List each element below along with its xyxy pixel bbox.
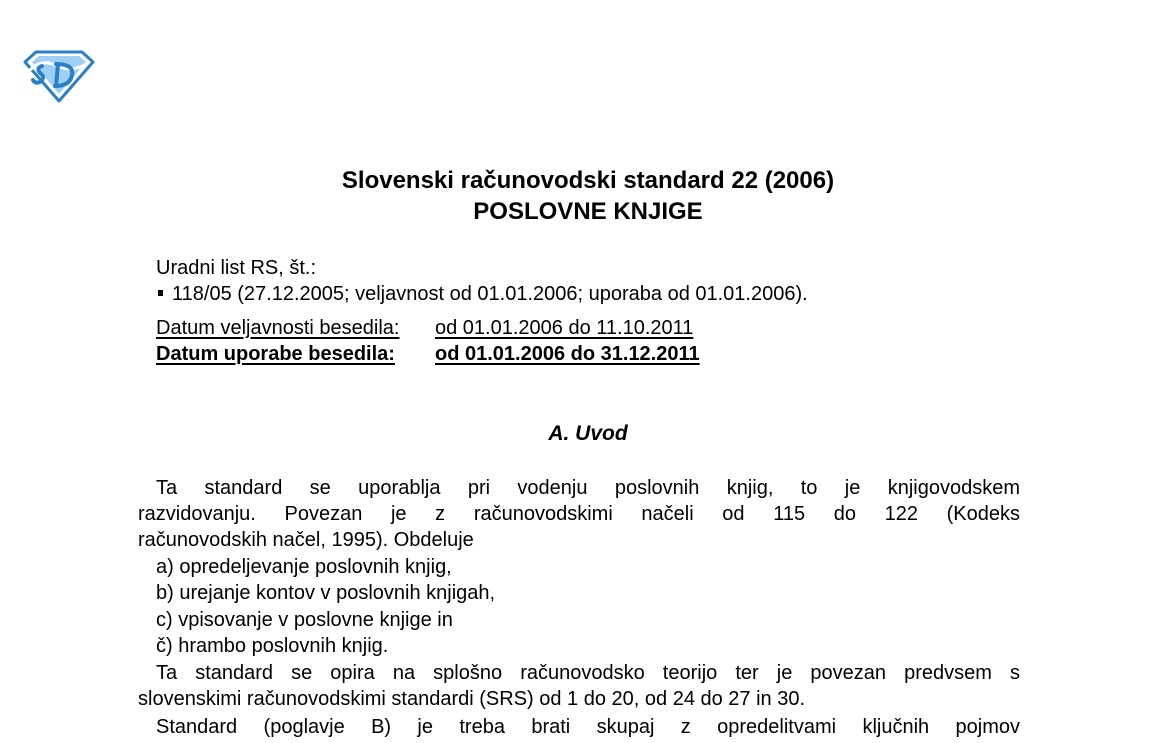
validity-label: Datum veljavnosti besedila: [156,317,400,339]
validity-value: od 01.01.2006 do 11.10.2011 [435,317,694,339]
paragraph2-line: slovenskimi računovodskimi standardi (SRS) od 1 do 20, od 24 do 27 in 30. [138,688,806,710]
paragraph3-line: Standard (poglavje B) je treba brati skupaj z opredelitvami ključnih pojmov [156,716,1020,738]
paragraph1-line: računovodskih načel, 1995). Obdeluje [138,529,474,551]
document-subtitle: POSLOVNE KNJIGE [473,198,703,225]
sd-logo [22,48,96,104]
gazette-entry [156,281,808,307]
paragraph1-line: Ta standard se uporablja pri vodenju poslovnih knjig, to je knjigovodskem [156,477,1020,499]
paragraph1-line: razvidovanju. Povezan je z računovodskimi načeli od 115 do 122 (Kodeks [138,503,1020,525]
usage-value: od 01.01.2006 do 31.12.2011 [435,343,700,365]
gazette-label: Uradni list RS, št.: [156,257,317,279]
gazette-entry-text: 118/05 (27.12.2005; veljavnost od 01.01.2006; uporaba od 01.01.2006). [172,283,808,305]
bullet-icon [158,290,163,296]
paragraph2-line: Ta standard se opira na splošno računovodsko teorijo ter je povezan predvsem s [156,662,1020,684]
list-item: a) opredeljevanje poslovnih knjig, [156,556,452,578]
list-item: b) urejanje kontov v poslovnih knjigah, [156,582,496,604]
usage-label: Datum uporabe besedila: [156,343,395,365]
document-title: Slovenski računovodski standard 22 (2006) [341,167,835,194]
section-heading: A. Uvod [548,422,628,445]
list-item: c) vpisovanje v poslovne knjige in [156,609,453,631]
list-item: č) hrambo poslovnih knjig. [156,635,389,657]
